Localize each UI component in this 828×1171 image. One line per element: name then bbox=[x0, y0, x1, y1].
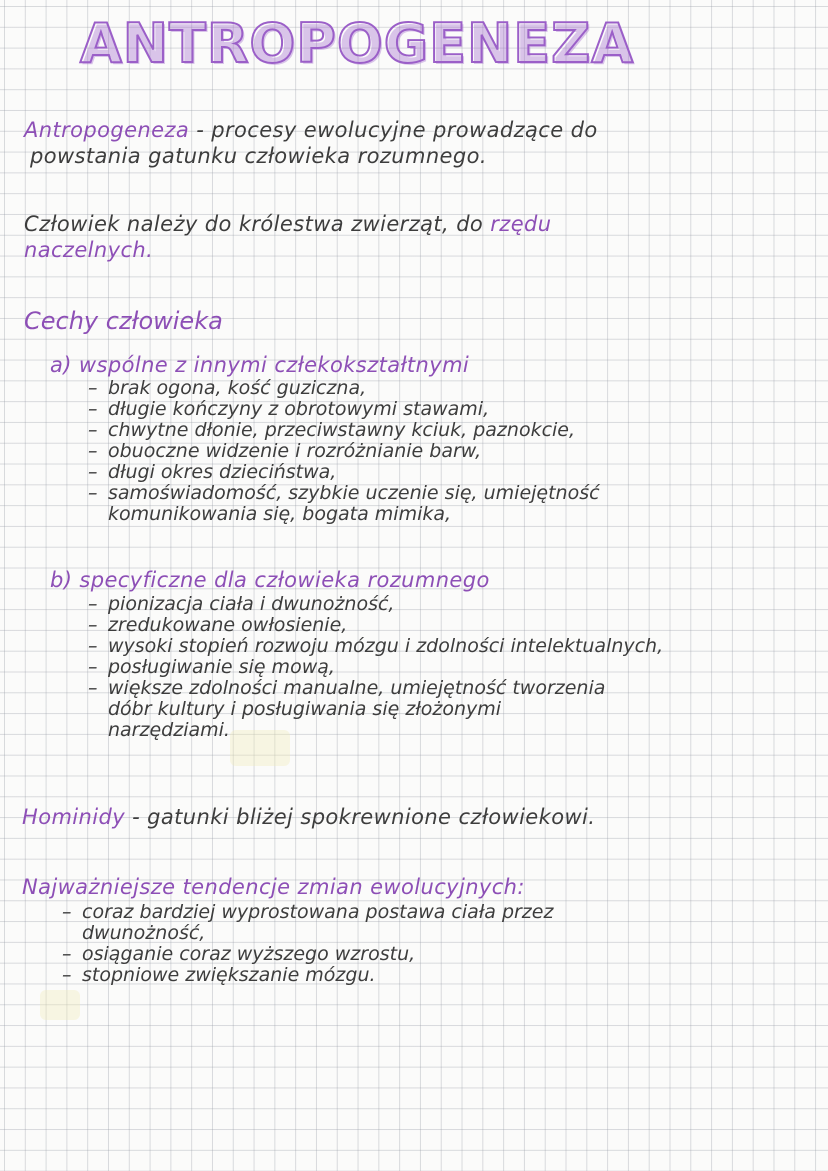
specific-features-list bbox=[88, 594, 663, 741]
page-title: ANTROPOGENEZA bbox=[80, 12, 635, 75]
list-item: – chwytne dłonie, przeciwstawny kciuk, paznokcie, bbox=[88, 419, 576, 441]
list-item: – posługiwanie się mową, bbox=[88, 656, 335, 678]
definition-line-1 bbox=[24, 118, 598, 142]
classification-line-2: naczelnych. bbox=[24, 238, 154, 262]
common-features-heading: a) wspólne z innymi człekokształtnymi bbox=[50, 353, 470, 377]
list-item: – większe zdolności manualne, umiejętność tworzenia bbox=[88, 677, 606, 699]
classification-order: rzędu bbox=[490, 212, 552, 236]
definition-text: - procesy ewolucyjne prowadzące do bbox=[189, 118, 598, 142]
list-item: dwunożność, bbox=[82, 922, 206, 944]
definition-line-2: powstania gatunku człowieka rozumnego. bbox=[30, 144, 487, 168]
common-features-list bbox=[88, 378, 600, 525]
list-item: – zredukowane owłosienie, bbox=[88, 614, 348, 636]
list-item: – stopniowe zwiększanie mózgu. bbox=[62, 964, 376, 986]
list-item: – pionizacja ciała i dwunożność, bbox=[88, 593, 395, 615]
specific-features-heading: b) specyficzne dla człowieka rozumnego bbox=[50, 568, 490, 592]
trends-heading: Najważniejsze tendencje zmian ewolucyjnych: bbox=[22, 875, 525, 899]
list-item: – coraz bardziej wyprostowana postawa ciała przez bbox=[62, 901, 554, 923]
hominids-text: - gatunki bliżej spokrewnione człowiekowi. bbox=[125, 805, 596, 829]
list-item: – długi okres dzieciństwa, bbox=[88, 461, 337, 483]
classification-line-1 bbox=[24, 212, 551, 236]
list-item: komunikowania się, bogata mimika, bbox=[108, 503, 452, 525]
trends-list bbox=[62, 902, 553, 986]
list-item: – brak ogona, kość guziczna, bbox=[88, 377, 367, 399]
classification-text: Człowiek należy do królestwa zwierząt, do bbox=[24, 212, 491, 236]
list-item: – wysoki stopień rozwoju mózgu i zdolności intelektualnych, bbox=[88, 635, 664, 657]
list-item: – długie kończyny z obrotowymi stawami, bbox=[88, 398, 490, 420]
hominids-line bbox=[22, 805, 595, 829]
paper-stain bbox=[40, 990, 80, 1020]
list-item: narzędziami. bbox=[108, 719, 230, 741]
features-heading: Cechy człowieka bbox=[24, 307, 223, 335]
definition-term: Antropogeneza bbox=[24, 118, 190, 142]
hominids-term: Hominidy bbox=[22, 805, 126, 829]
list-item: dóbr kultury i posługiwania się złożonymi bbox=[108, 698, 502, 720]
list-item: – samoświadomość, szybkie uczenie się, umiejętność bbox=[88, 482, 600, 504]
list-item: – osiąganie coraz wyższego wzrostu, bbox=[62, 943, 416, 965]
list-item: – obuoczne widzenie i rozróżnianie barw, bbox=[88, 440, 482, 462]
